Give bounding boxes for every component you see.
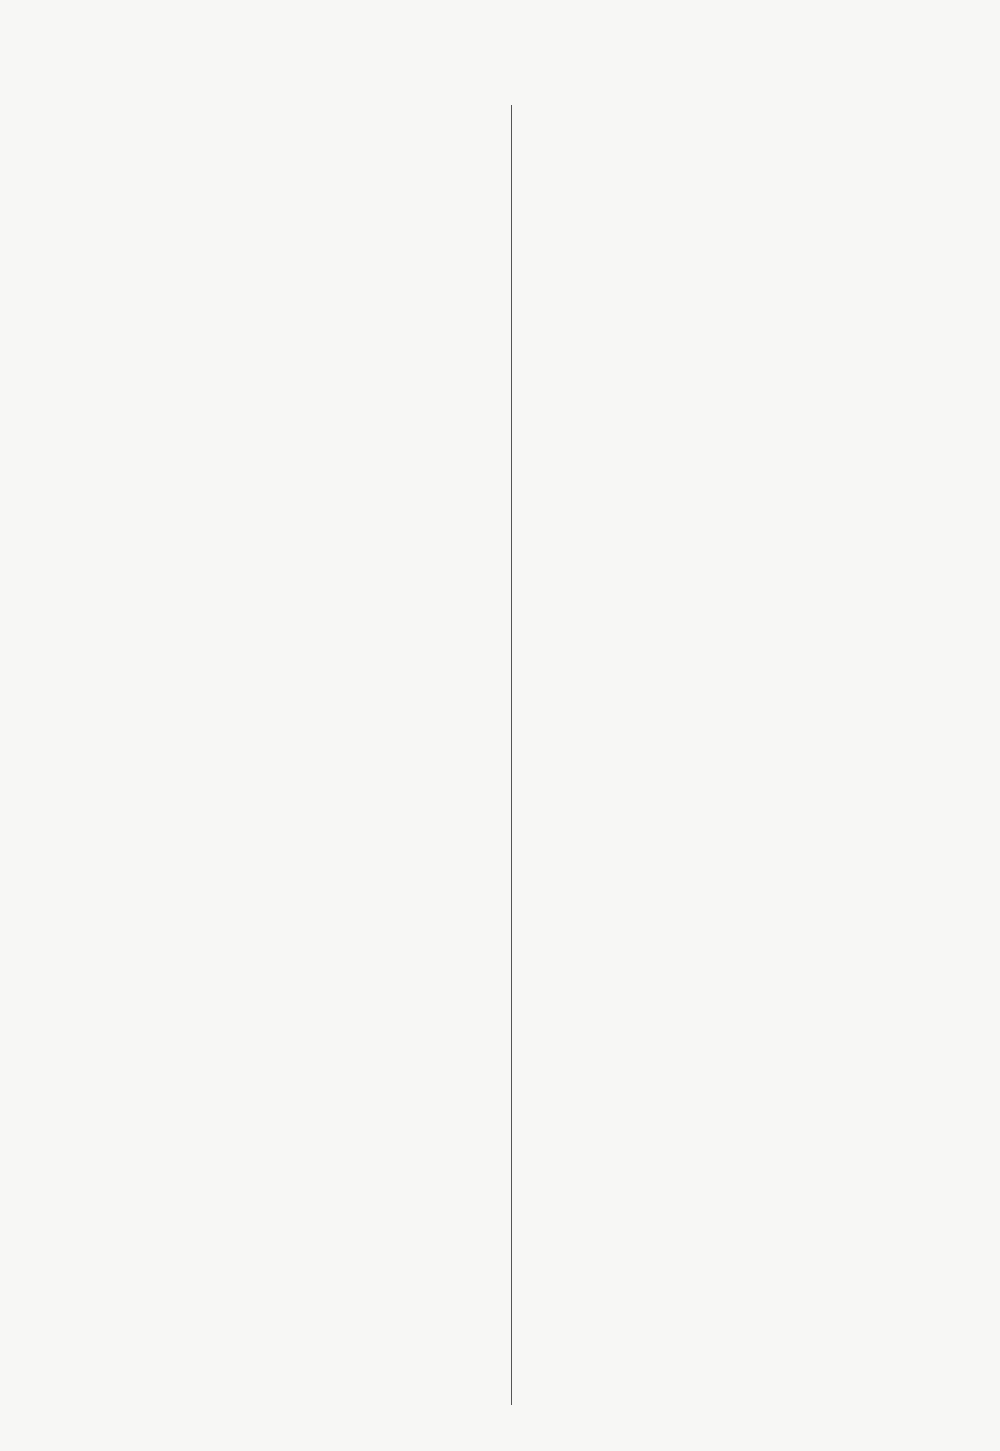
column-divider [511,105,512,1405]
